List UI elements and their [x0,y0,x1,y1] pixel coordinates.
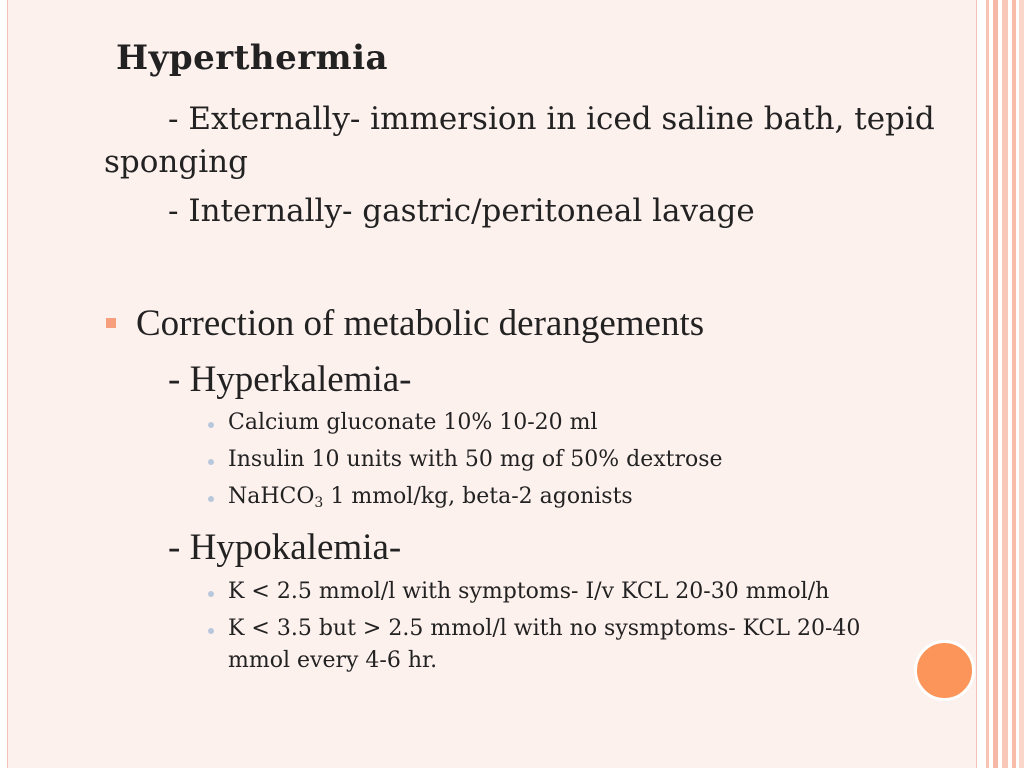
hyperkalemia-item-nahco3 [228,484,633,511]
hypokalemia-heading: - Hypokalemia- [168,527,402,568]
hypokalemia-item: K < 2.5 mmol/l with symptoms- I/v KCL 20-30 mmol/h [228,579,830,604]
stripe [986,0,989,768]
externally-line-continued: sponging [104,144,248,180]
correction-heading: Correction of metabolic derangements [136,303,705,344]
hypokalemia-item-continued: mmol every 4-6 hr. [228,648,438,673]
dot-bullet-icon [208,422,214,428]
dot-bullet-icon [208,496,214,502]
decorative-circle [914,640,975,701]
decorative-stripes [980,0,1024,768]
stripe [1002,0,1008,768]
externally-line: - Externally- immersion in iced saline bath, tepid [168,101,935,137]
stripe [1019,0,1024,768]
internally-line: - Internally- gastric/peritoneal lavage [168,193,755,229]
nahco-subscript: 3 [314,495,324,511]
dot-bullet-icon [208,591,214,597]
hypokalemia-item: K < 3.5 but > 2.5 mmol/l with no sysmptoms- KCL 20-40 [228,616,861,641]
square-bullet-icon [106,318,116,328]
dot-bullet-icon [208,459,214,465]
hyperkalemia-item: Calcium gluconate 10% 10-20 ml [228,410,598,435]
dot-bullet-icon [208,628,214,634]
stripe [993,0,998,768]
hyperkalemia-item: Insulin 10 units with 50 mg of 50% dextrose [228,447,723,472]
nahco-prefix: NaHCO [228,484,315,509]
stripe [1012,0,1016,768]
hyperkalemia-heading: - Hyperkalemia- [168,359,412,400]
nahco-suffix: 1 mmol/kg, beta-2 agonists [323,484,633,509]
slide-title: Hyperthermia [116,38,389,78]
